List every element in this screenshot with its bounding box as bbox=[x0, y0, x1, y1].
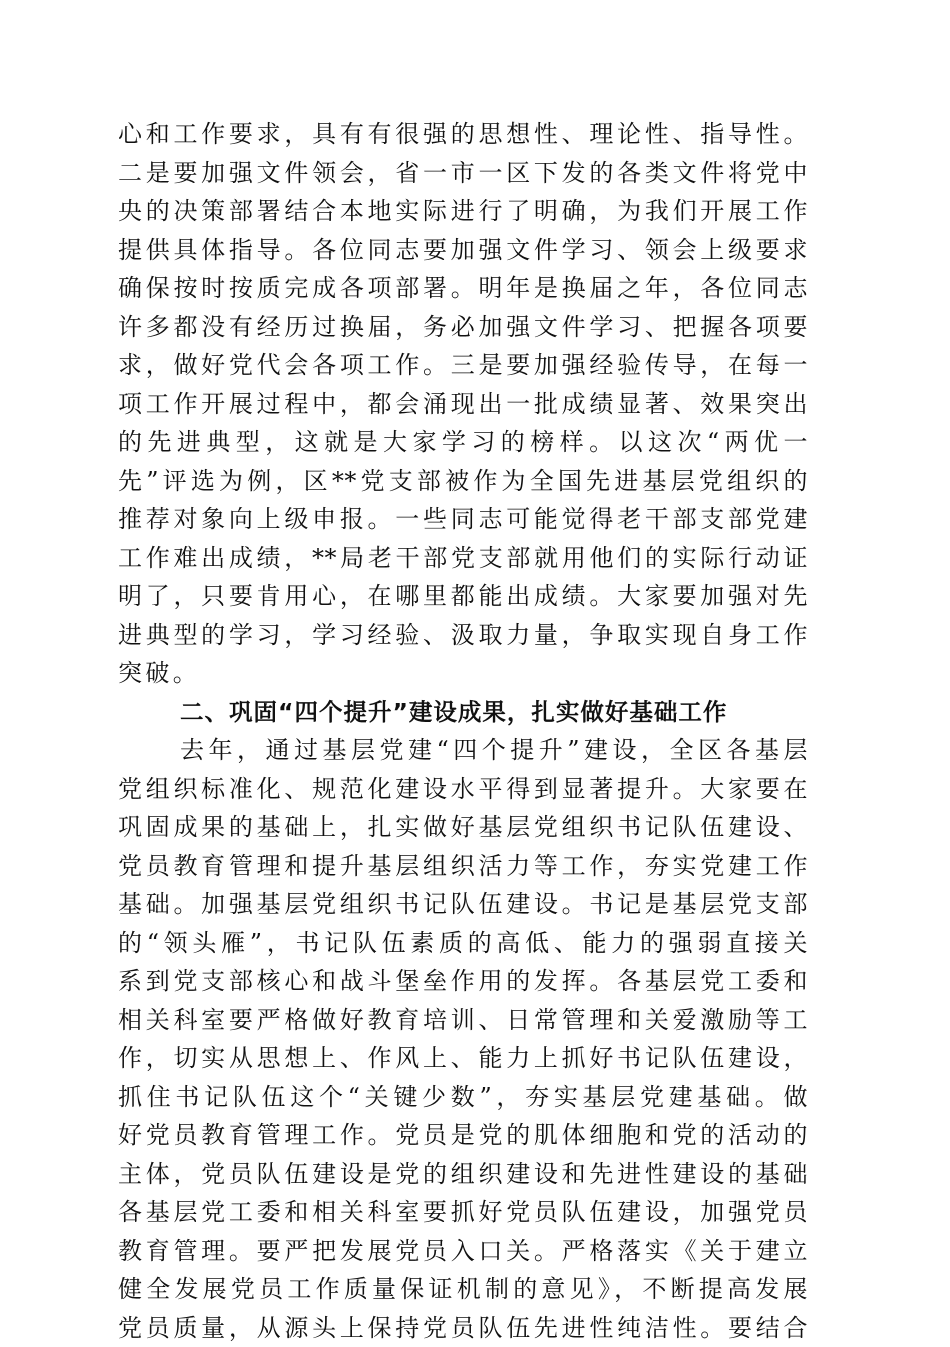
body-line: 确保按时按质完成各项部署。明年是换届之年，各位同志 bbox=[118, 269, 808, 308]
body-line: 党组织标准化、规范化建设水平得到显著提升。大家要在 bbox=[118, 770, 808, 809]
body-line: 提供具体指导。各位同志要加强文件学习、领会上级要求 bbox=[118, 231, 808, 270]
body-line: 央的决策部署结合本地实际进行了明确，为我们开展工作 bbox=[118, 192, 808, 231]
body-line: 许多都没有经历过换届，务必加强文件学习、把握各项要 bbox=[118, 308, 808, 347]
body-line: 各基层党工委和相关科室要抓好党员队伍建设，加强党员 bbox=[118, 1193, 808, 1232]
body-line: 主体，党员队伍建设是党的组织建设和先进性建设的基础 bbox=[118, 1155, 808, 1194]
body-line: 党员教育管理和提升基层组织活力等工作，夯实党建工作 bbox=[118, 847, 808, 886]
body-line: 求，做好党代会各项工作。三是要加强经验传导，在每一 bbox=[118, 346, 808, 385]
body-line: 明了，只要肯用心，在哪里都能出成绩。大家要加强对先 bbox=[118, 577, 808, 616]
body-line: 教育管理。要严把发展党员入口关。严格落实《关于建立 bbox=[118, 1232, 808, 1271]
body-line: 进典型的学习，学习经验、汲取力量，争取实现自身工作 bbox=[118, 616, 808, 655]
body-line: 心和工作要求，具有有很强的思想性、理论性、指导性。 bbox=[118, 115, 808, 154]
body-line: 的先进典型，这就是大家学习的榜样。以这次“两优一 bbox=[118, 423, 808, 462]
body-line: 二是要加强文件领会，省一市一区下发的各类文件将党中 bbox=[118, 154, 808, 193]
body-line: 相关科室要严格做好教育培训、日常管理和关爱激励等工 bbox=[118, 1001, 808, 1040]
paragraph-first-line: 去年，通过基层党建“四个提升”建设，全区各基层 bbox=[118, 731, 808, 770]
body-line: 突破。 bbox=[118, 654, 808, 693]
body-line: 巩固成果的基础上，扎实做好基层党组织书记队伍建设、 bbox=[118, 808, 808, 847]
body-line: 先”评选为例，区**党支部被作为全国先进基层党组织的 bbox=[118, 462, 808, 501]
body-line: 党员质量，从源头上保持党员队伍先进性纯洁性。要结合 bbox=[118, 1309, 808, 1347]
body-line: 推荐对象向上级申报。一些同志可能觉得老干部支部党建 bbox=[118, 500, 808, 539]
body-line: 基础。加强基层党组织书记队伍建设。书记是基层党支部 bbox=[118, 885, 808, 924]
body-line: 工作难出成绩，**局老干部党支部就用他们的实际行动证 bbox=[118, 539, 808, 578]
body-line: 系到党支部核心和战斗堡垒作用的发挥。各基层党工委和 bbox=[118, 962, 808, 1001]
section-heading: 二、巩固“四个提升”建设成果，扎实做好基础工作 bbox=[118, 693, 808, 732]
document-body bbox=[118, 115, 808, 1347]
body-line: 健全发展党员工作质量保证机制的意见》，不断提高发展 bbox=[118, 1270, 808, 1309]
body-line: 抓住书记队伍这个“关键少数”，夯实基层党建基础。做 bbox=[118, 1078, 808, 1117]
body-line: 项工作开展过程中，都会涌现出一批成绩显著、效果突出 bbox=[118, 385, 808, 424]
body-line: 好党员教育管理工作。党员是党的肌体细胞和党的活动的 bbox=[118, 1116, 808, 1155]
body-line: 作，切实从思想上、作风上、能力上抓好书记队伍建设， bbox=[118, 1039, 808, 1078]
body-line: 的“领头雁”，书记队伍素质的高低、能力的强弱直接关 bbox=[118, 924, 808, 963]
